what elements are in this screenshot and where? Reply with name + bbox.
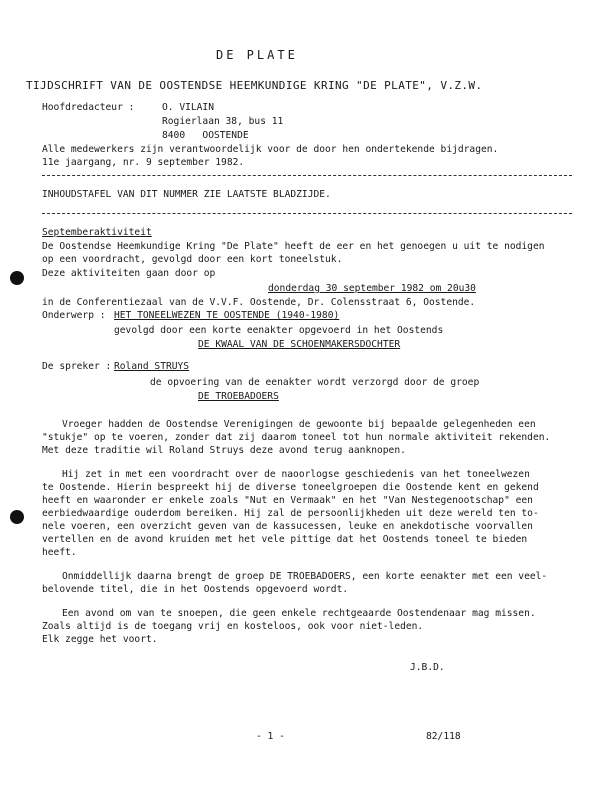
subject-label: Onderwerp : (42, 310, 106, 321)
paragraph-3-line: Onmiddellijk daarna brengt de groep DE TROEBADOERS, een korte eenakter met een veel- (62, 571, 548, 582)
paragraph-3-line: belovende titel, die in het Oostends opgevoerd wordt. (42, 584, 349, 595)
group-name: DE TROEBADOERS (198, 391, 279, 402)
punch-hole-upper (10, 271, 24, 285)
paragraph-2-line: eerbiedwaardige ouderdom bereiken. Hij zal de persoonlijkheden uit deze wereld ten to- (42, 508, 539, 519)
editor-street: Rogierlaan 38, bus 11 (162, 116, 284, 127)
paragraph-2-line: vertellen en de avond kruiden met het vele pittige dat het Oostends toneel te bieden (42, 534, 528, 545)
paragraph-2-line: heeft en waaronder er enkele zoals "Nut en Vermaak" en het "Van Nestegenootschap" een (42, 495, 533, 506)
event-date: donderdag 30 september 1982 om 20u30 (268, 283, 476, 294)
intro-line-3: Deze aktiviteiten gaan door op (42, 268, 216, 279)
issue-info: 11e jaargang, nr. 9 september 1982. (42, 157, 245, 168)
event-venue: in de Conferentiezaal van de V.V.F. Oostende, Dr. Colensstraat 6, Oostende. (42, 297, 476, 308)
publication-title: DE PLATE (216, 48, 298, 62)
punch-hole-lower (10, 510, 24, 524)
page-number: - 1 - (256, 731, 285, 742)
publication-subtitle: TIJDSCHRIFT VAN DE OOSTENDSE HEEMKUNDIGE KRING "DE PLATE", V.Z.W. (26, 79, 483, 92)
paragraph-2-line: nele voeren, een overzicht geven van de kassucessen, leuke en anekdotische voorvallen (42, 521, 533, 532)
speaker-label: De spreker : (42, 361, 112, 372)
play-title: DE KWAAL VAN DE SCHOENMAKERSDOCHTER (198, 339, 401, 350)
editor-name: O. VILAIN (162, 102, 214, 113)
paragraph-4-line: Zoals altijd is de toegang vrij en kosteloos, ook voor niet-leden. (42, 621, 424, 632)
followed-by-line: gevolgd door een korte eenakter opgevoerd in het Oostends (114, 325, 444, 336)
document-reference: 82/118 (426, 731, 461, 742)
intro-line-2: op een voordracht, gevolgd door een kort toneelstuk. (42, 254, 343, 265)
section-title: Septemberaktiviteit (42, 227, 152, 238)
intro-line-1: De Oostendse Heemkundige Kring "De Plate" heeft de eer en het genoegen u uit te nodigen (42, 241, 545, 252)
toc-note: INHOUDSTAFEL VAN DIT NUMMER ZIE LAATSTE BLADZIJDE. (42, 189, 331, 200)
disclaimer: Alle medewerkers zijn verantwoordelijk voor de door hen ondertekende bijdragen. (42, 144, 499, 155)
speaker-name: Roland STRUYS (114, 361, 190, 372)
paragraph-4-line: Elk zegge het voort. (42, 634, 158, 645)
paragraph-2-line: Hij zet in met een voordracht over de naoorlogse geschiedenis van het toneelwezen (62, 469, 530, 480)
signature: J.B.D. (410, 662, 445, 673)
paragraph-1-line: Met deze traditie wil Roland Struys deze avond terug aanknopen. (42, 445, 406, 456)
paragraph-4-line: Een avond om van te snoepen, die geen enkele rechtgeaarde Oostendenaar mag missen. (62, 608, 536, 619)
subject-title: HET TONEELWEZEN TE OOSTENDE (1940-1980) (114, 310, 340, 321)
paragraph-2-line: te Oostende. Hierin bespreekt hij de diverse toneelgroepen die Oostende kent en gekend (42, 482, 539, 493)
paragraph-2-line: heeft. (42, 547, 77, 558)
dashed-divider-bottom (42, 213, 572, 215)
group-line: de opvoering van de eenakter wordt verzorgd door de groep (150, 377, 480, 388)
editor-city: 8400 OOSTENDE (162, 130, 249, 141)
paragraph-1-line: "stukje" op te voeren, zonder dat zij daarom toneel tot hun normale aktiviteit rekenden. (42, 432, 551, 443)
dashed-divider-top (42, 175, 572, 177)
editor-label: Hoofdredacteur : (42, 102, 135, 113)
paragraph-1-line: Vroeger hadden de Oostendse Verenigingen de gewoonte bij bepaalde gelegenheden een (62, 419, 536, 430)
